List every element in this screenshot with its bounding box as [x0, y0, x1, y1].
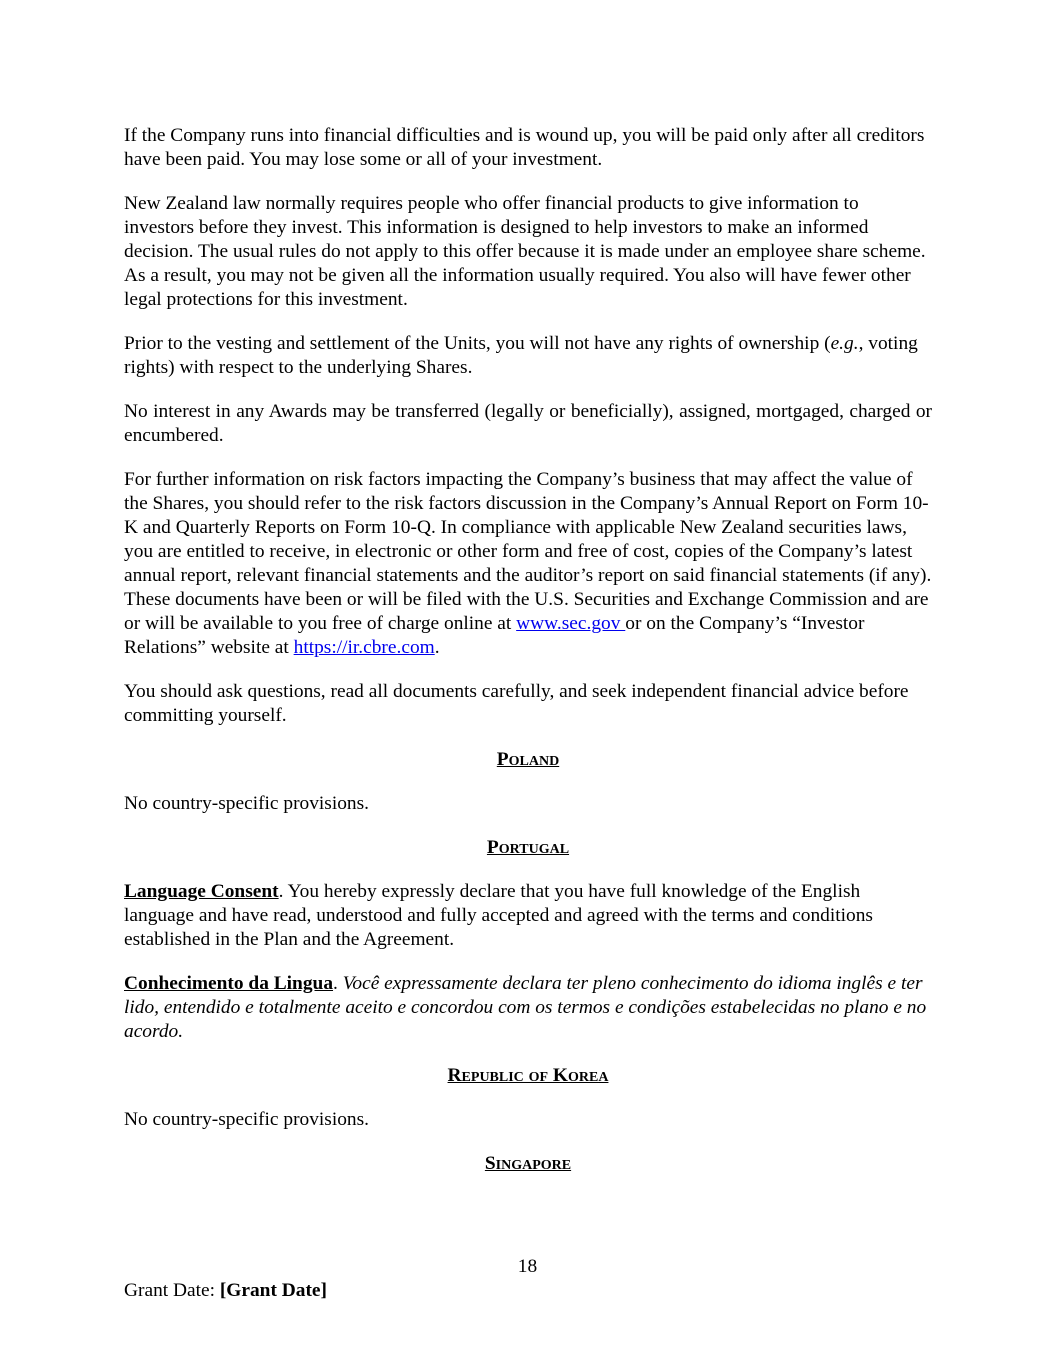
transfer-paragraph: No interest in any Awards may be transferred (legally or beneficially), assigned, mortgaged, charged or encumbered. [124, 401, 932, 446]
ownership-paragraph: Prior to the vesting and settlement of the Units, you will not have any rights of ownership (e.g., voting rights) with respect to the underlying Shares. [124, 333, 918, 378]
section-heading-poland: Poland [496, 749, 560, 770]
conhecimento-paragraph: Conhecimento da Lingua. Você expressamente declara ter pleno conhecimento do idioma inglês e ter lido, entendido e totalmente aceito e concordou com os termos e condições estabelecidas no plano e no acordo. [124, 973, 927, 1042]
nz-law-paragraph: New Zealand law normally requires people who offer financial products to give information to investors before they invest. This information is designed to help investors to make an informed decision. The usual rules do not apply to this offer because it is made under an employee share scheme. As a result, you may not be given all the information usually required. You also will have fewer other legal protections for this investment. [124, 193, 926, 310]
korea-body: No country-specific provisions. [124, 1109, 370, 1130]
poland-body: No country-specific provisions. [124, 793, 370, 814]
section-heading-singapore: Singapore [484, 1153, 572, 1174]
sec-link[interactable]: www.sec.gov [516, 613, 626, 634]
cbre-ir-link[interactable]: https://ir.cbre.com [293, 637, 435, 658]
section-heading-portugal: Portugal [486, 837, 570, 858]
document-page [124, 124, 932, 1196]
wind-up-paragraph: If the Company runs into financial difficulties and is wound up, you will be paid only after all creditors have been paid. You may lose some or all of your investment. [124, 125, 925, 170]
page-number: 18 [517, 1256, 538, 1277]
section-heading-korea: Republic of Korea [447, 1065, 609, 1086]
risk-factors-paragraph: For further information on risk factors impacting the Company’s business that may affect the value of the Shares, you should refer to the risk factors discussion in the Company’s Annual Report on Form 10-K and Quarterly Reports on Form 10-Q. In compliance with applicable New Zealand securities laws, you are entitled to receive, in electronic or other form and free of cost, copies of the Company’s latest annual report, relevant financial statements and the auditor’s report on said financial statements (if any). These documents have been or will be filed with the U.S. Securities and Exchange Commission and are or will be available to you free of charge online at www.sec.gov or on the Company’s “Investor Relations” website at https://ir.cbre.com. [124, 469, 932, 658]
grant-date-footer: Grant Date: [Grant Date] [124, 1280, 327, 1301]
language-consent-paragraph: Language Consent. You hereby expressly declare that you have full knowledge of the English language and have read, understood and fully accepted and agreed with the terms and conditions established in the Plan and the Agreement. [124, 881, 873, 950]
advice-paragraph: You should ask questions, read all documents carefully, and seek independent financial advice before committing yourself. [124, 681, 909, 726]
grant-date-value: [Grant Date] [219, 1280, 327, 1301]
